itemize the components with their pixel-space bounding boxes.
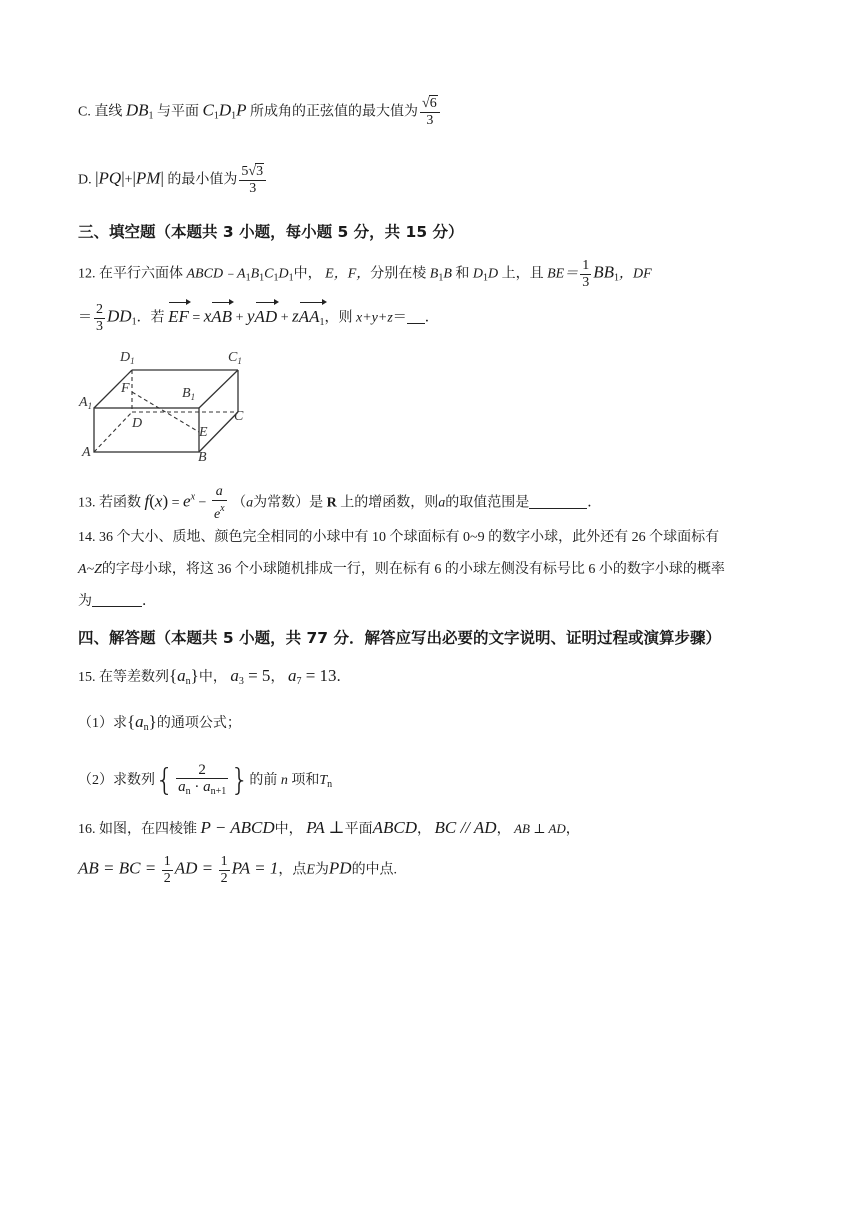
question-15-part2: （2）求数列{ $\frac{2}{a_n \cdot a_{n+1}}$ }的前 n 项和$T_n$ [78, 762, 333, 798]
label-A1: $A_1$ [79, 395, 93, 411]
question-16-line1: 16. 如图，在四棱锥 P − ABCD中， PA ⊥平面ABCD， BC // AD， AB ⊥ AD， [78, 818, 580, 837]
label-B: B [198, 450, 207, 464]
section-title-answer: 四、解答题（本题共 5 小题，共 77 分．解答应写出必要的文字说明、证明过程或演算步骤） [78, 629, 721, 647]
option-d: D. |PQ|+|PM| 的最小值为 $\frac{5√3}{3}$ [78, 164, 800, 197]
question-16-line2: AB = BC = $\frac{1}{2}$ AD = $\frac{1}{2}$ PA = 1，点E为PD的中点. [78, 854, 398, 886]
question-12-line1: 12. 在平行六面体 $ABCD﹣A_1B_1C_1D_1$中， E，F，分别在棱 $B_1B$ 和 $D_1D$ 上，且 BE＝ $\frac{1}{3}$ $BB_1$，DF [78, 258, 652, 290]
label-C1: $C_1$ [228, 350, 242, 366]
question-13: 13. 若函数 $f(x) = e^x$ − $\frac{a}{e^x}$ （a为常数）是 R 上的增函数，则a的取值范围是 ． [78, 484, 602, 522]
question-15-part1: （1）求$\{a_n\}$的通项公式； [78, 712, 241, 733]
label-E: E [199, 425, 208, 440]
label-D: D [132, 416, 143, 431]
label-F: F [121, 381, 130, 396]
label-B1: $B_1$ [182, 386, 196, 402]
label-D1: $D_1$ [120, 350, 135, 366]
fraction-5sqrt3-over-3: $\frac{5√3}{3}$ [239, 164, 266, 197]
question-14-line3: 为 ． [78, 594, 156, 609]
question-14-line1: 14. 36 个大小、质地、颜色完全相同的小球中有 10 个球面标有 0~9 的数字小球，此外还有 26 个球面标有 [78, 530, 720, 545]
label-C: C [234, 409, 244, 424]
parallelepiped-figure [74, 344, 264, 464]
question-12-line2: ＝ $\frac{2}{3}$ $DD_1$．若 EF = xAB + yAD + zAA$_1$，则 x+y+z＝ ． [78, 302, 439, 334]
label-A: A [82, 445, 91, 460]
option-c: C. 直线 $DB_1$ 与平面 $C_1D_1P$ 所成角的正弦值的最大值为 $\frac{√6}{3}$ [78, 96, 800, 129]
fraction-sqrt6-over-3: $\frac{√6}{3}$ [420, 96, 440, 129]
question-15: 15. 在等差数列$\{a_n\}$中， $a_3 = 5$， $a_7 = 13$． [78, 666, 351, 687]
question-14-line2: A~Z的字母小球，将这 36 个小球随机排成一行，则在标有 6 的小球左侧没有标号比 6 小的数字小球的概率 [78, 562, 725, 577]
section-title-fill-in: 三、填空题（本题共 3 小题，每小题 5 分，共 15 分） [78, 223, 464, 241]
